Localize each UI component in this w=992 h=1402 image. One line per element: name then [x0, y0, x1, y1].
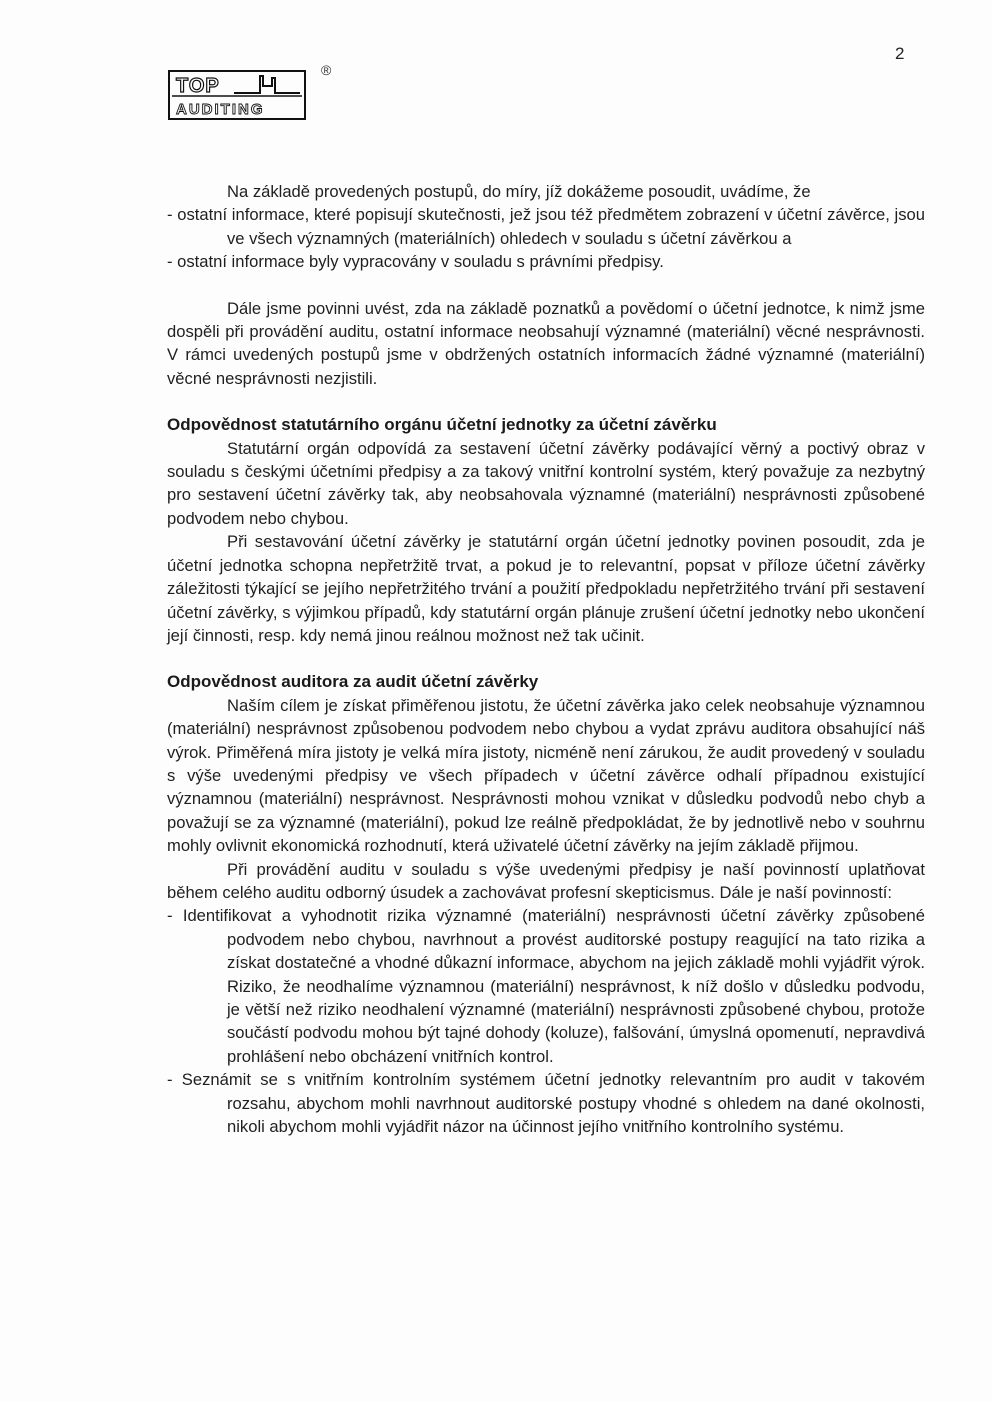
section1-paragraph-2: Při sestavování účetní závěrky je statutární orgán účetní jednotky povinen posoudit, zda je účetní jednotka schopna nepřetržitě trvat, a pokud je to relevantní, popsat v příloze účetní závěrky záležitosti týkající se jejího nepřetržitého trvání a použití předpokladu nepřetržitého trvání při sestavení účetní závěrky, s výjimkou případů, kdy statutární orgán plánuje zrušení účetní jednotky nebo ukončení její činnosti, resp. kdy nemá jinou reálnou možnost než tak učinit. [167, 532, 925, 645]
section2-item-1: - Identifikovat a vyhodnotit rizika významné (materiální) nesprávnosti účetní závěrky způsobené podvodem nebo chybou, navrhnout a provést auditorské postupy reagující na tato rizika a získat dostatečné a vhodné důkazní informace, abychom na jejich základě mohli vyjádřit výrok. Riziko, že neodhalíme významnou (materiální) nesprávnost, k níž došlo v důsledku podvodu, je větší než riziko neodhalení významné (materiální) nesprávnosti způsobené chybou, protože součástí podvodu mohou být tajné dohody (koluze), falšování, úmyslná opomenutí, nepravdivá prohlášení nebo obcházení vnitřních kontrol. [167, 906, 925, 1066]
logo-line2: AUDITING [176, 101, 265, 118]
section2-paragraph-1: Naším cílem je získat přiměřenou jistotu, že účetní závěrka jako celek neobsahuje významnou (materiální) nesprávnost způsobenou podvodem nebo chybou a vydat zprávu auditora obsahující náš výrok. Přiměřená míra jistoty je velká míra jistoty, nicméně není zárukou, že audit provedený v souladu s výše uvedenými předpisy ve všech případech v účetní závěrce odhalí případnou existující významnou (materiální) nesprávnost. Nesprávnosti mohou vznikat v důsledku podvodů nebo chyb a považují se za významné (materiální), pokud lze reálně předpokládat, že by jednotlivě nebo v souhrnu mohly ovlivnit ekonomická rozhodnutí, která uživatelé účetní závěrky na jejím základě přijmou. [167, 695, 925, 856]
intro-lead: Na základě provedených postupů, do míry, jíž dokážeme posoudit, uvádíme, že [227, 182, 811, 201]
registered-mark: ® [321, 62, 332, 78]
section2-item-2: - Seznámit se s vnitřním kontrolním systémem účetní jednotky relevantním pro audit v takovém rozsahu, abychom mohli navrhnout auditorské postupy vhodné s ohledem na dané okolnosti, nikoli abychom mohli vyjádřit názor na účinnost jejího vnitřního kontrolního systému. [167, 1070, 925, 1137]
logo-line1: TOP [176, 75, 220, 97]
section-heading-auditor: Odpovědnost auditora za audit účetní závěrky [167, 672, 539, 692]
intro-item-1: - ostatní informace, které popisují skutečnosti, jež jsou též předmětem zobrazení v účetní závěrce, jsou ve všech významných (materiálních) ohledech v souladu s účetní závěrkou a [167, 205, 925, 248]
section-heading-statutory-body: Odpovědnost statutárního orgánu účetní jednotky za účetní závěrku [167, 415, 717, 435]
intro-item-2: - ostatní informace byly vypracovány v souladu s právními předpisy. [167, 252, 664, 272]
section2-paragraph-2: Při provádění auditu v souladu s výše uvedenými předpisy je naší povinností uplatňovat během celého auditu odborný úsudek a zachovávat profesní skepticismus. Dále je naší povinností: [167, 859, 925, 902]
logo-graphic [168, 70, 306, 120]
intro-paragraph: Dále jsme povinni uvést, zda na základě poznatků a povědomí o účetní jednotce, k nimž jsme dospěli při provádění auditu, ostatní informace neobsahují významné (materiální) věcné nesprávnosti. V rámci uvedených postupů jsme v obdržených ostatních informacích žádné významné (materiální) věcné nesprávnosti nezjistili. [167, 298, 925, 388]
top-auditing-logo [168, 70, 306, 120]
page-number: 2 [895, 44, 905, 63]
section1-paragraph-1: Statutární orgán odpovídá za sestavení účetní závěrky podávající věrný a poctivý obraz v souladu s českými účetními předpisy a za takový vnitřní kontrolní systém, který považuje za nezbytný pro sestavení účetní závěrky tak, aby neobsahovala významné (materiální) nesprávnosti způsobené podvodem nebo chybou. [167, 438, 925, 528]
document-body [167, 180, 925, 1138]
